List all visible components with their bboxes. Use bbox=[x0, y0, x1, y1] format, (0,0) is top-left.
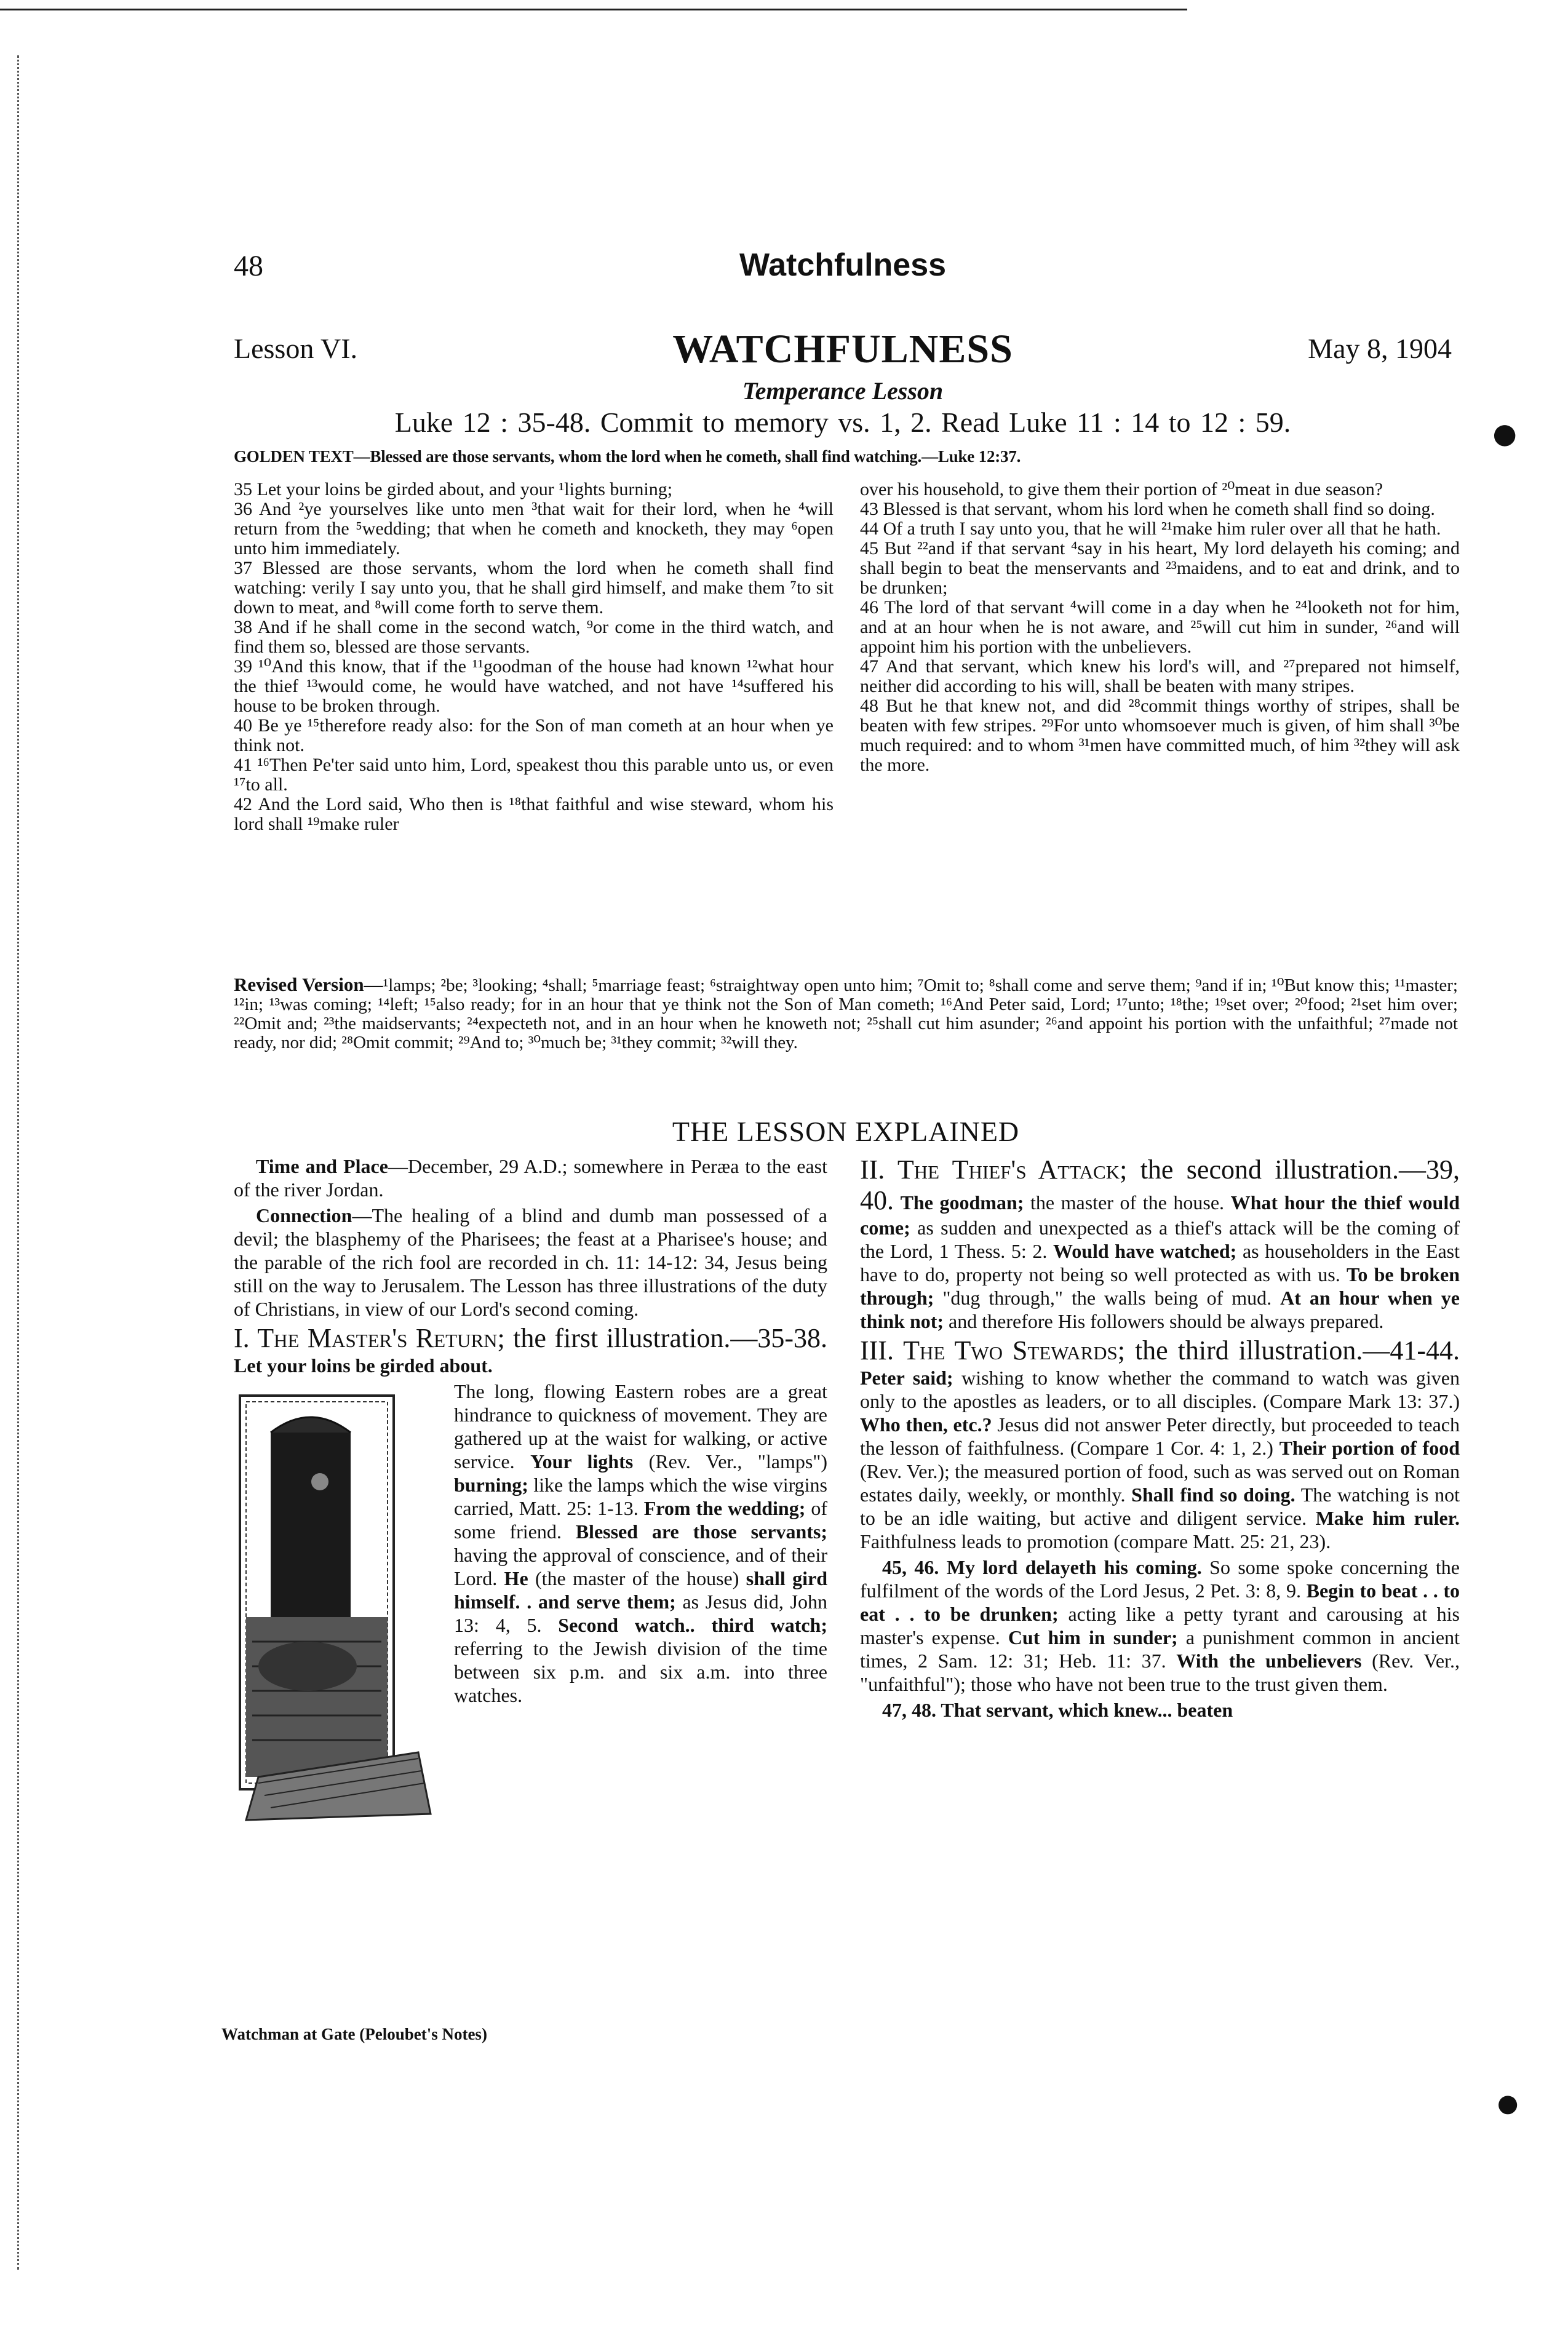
time-label: Time and Place bbox=[256, 1155, 388, 1177]
verse: 43 Blessed is that servant, whom his lord when he cometh shall find so doing. bbox=[860, 499, 1435, 519]
verse: 46 The lord of that servant ⁴will come in a day when he ²⁴looketh not for him, and at an hour when he is not aware, and ²⁵will cut him in sunder, ²⁶and will appoint him his portion with the unbelievers. bbox=[860, 597, 1460, 657]
blessed-text: having the approval of conscience, and of their Lord. bbox=[454, 1544, 827, 1589]
cut-text: a punishment common in ancient times, 2 Sam. 12: 31; Heb. 11: 37. bbox=[860, 1626, 1460, 1672]
portion-lead: Their portion of food bbox=[1279, 1437, 1460, 1459]
verses-left-column bbox=[234, 480, 834, 834]
lesson-date: May 8, 1904 bbox=[1308, 333, 1452, 364]
section-one-body bbox=[234, 1380, 827, 1707]
figure-caption: Watchman at Gate (Peloubet's Notes) bbox=[221, 2025, 487, 2043]
verse: 45 But ²²and if that servant ⁴say in his heart, My lord delayeth his coming; and shall begin to beat the menservants and ²³maidens, and to eat and drink, and to be drunken; bbox=[860, 538, 1460, 598]
p45-number: 45, 46. bbox=[882, 1556, 939, 1578]
page-number: 48 bbox=[234, 250, 263, 282]
gird-text: as Jesus did, John 13: 4, 5. bbox=[454, 1591, 828, 1636]
beat-lead: Begin to beat . . to eat . . to be drunken; bbox=[860, 1580, 1460, 1625]
watch-text: referring to the Jewish division of the time between six p.m. and six a.m. into three watches. bbox=[454, 1637, 827, 1706]
shall-lead: Shall find so doing. bbox=[1131, 1484, 1295, 1506]
verse: 44 Of a truth I say unto you, that he will ²¹make him ruler over all that he hath. bbox=[860, 519, 1441, 539]
verse: 36 And ²ye yourselves like unto men ³that wait for their lord, when he ⁴will return from the ⁵wedding; that when he cometh and knocketh, they may ⁶open unto him immediately. bbox=[234, 499, 834, 558]
ruler-lead: Make him ruler. bbox=[1315, 1507, 1460, 1529]
explanation-left-column bbox=[234, 1155, 827, 1861]
connection bbox=[234, 1204, 827, 1321]
he-text: (the master of the house) bbox=[528, 1567, 746, 1589]
section-one bbox=[234, 1323, 827, 1377]
lesson-number: Lesson VI. bbox=[234, 333, 358, 364]
peter-lead: Peter said; bbox=[860, 1367, 953, 1389]
think-text: and therefore His followers should be always prepared. bbox=[944, 1310, 1384, 1332]
verse: over his household, to give them their portion of ²⁰meat in due season? bbox=[860, 479, 1383, 499]
verses-47-48 bbox=[860, 1698, 1460, 1722]
watchman-illustration bbox=[234, 1383, 443, 1857]
running-title: Watchfulness bbox=[739, 247, 947, 283]
verse: 41 ¹⁶Then Pe'ter said unto him, Lord, speakest thou this parable unto us, or even ¹⁷to all. bbox=[234, 755, 834, 795]
he-lead: He bbox=[504, 1567, 528, 1589]
verse: 35 Let your loins be girded about, and your ¹lights burning; bbox=[234, 479, 673, 499]
ruler-text: Faithfulness leads to promotion (compare Matt. 25: 21, 23). bbox=[860, 1530, 1331, 1552]
watched-text: as householders in the East have to do, property not being so well protected as with us. bbox=[860, 1240, 1460, 1286]
top-rule bbox=[0, 9, 1187, 10]
connection-text: —The healing of a blind and dumb man possessed of a devil; the blasphemy of the Pharisees; the feast at a Pharisee's house; and the parable of the rich fool are recorded in ch. 11: 14-12: 34, Jesus being still on the way to Jerusalem. The Lesson has three illustrations of the duty of Christians, in view of our Lord's second coming. bbox=[234, 1204, 827, 1320]
shall-text: The watching is not to be an idle waiting, but active and diligent service. bbox=[860, 1484, 1460, 1529]
unbelievers-text: (Rev. Ver., "unfaithful"); those who have not been true to the trust given them. bbox=[860, 1650, 1460, 1695]
wedding-lead: From the wedding; bbox=[643, 1497, 806, 1519]
wedding-text: of some friend. bbox=[454, 1497, 828, 1543]
think-lead: At an hour when ye think not; bbox=[860, 1287, 1460, 1332]
watched-lead: Would have watched; bbox=[1053, 1240, 1237, 1262]
lights-text: (Rev. Ver., "lamps") bbox=[633, 1450, 828, 1473]
verse: 47 And that servant, which knew his lord's will, and ²⁷prepared not himself, neither did according to his will, shall be beaten with many stripes. bbox=[860, 656, 1460, 696]
burning-lead: burning; bbox=[454, 1474, 528, 1496]
watch-lead: Second watch.. third watch; bbox=[558, 1614, 827, 1636]
connection-label: Connection bbox=[256, 1204, 352, 1226]
peter-text: wishing to know whether the command to watch was given only to the apostles as leaders, or to all disciples. (Compare Mark 13: 37.) bbox=[860, 1367, 1460, 1412]
section-two-head: II. The Thief's Attack bbox=[860, 1155, 1120, 1185]
verse: 38 And if he shall come in the second watch, ⁹or come in the third watch, and find them so, blessed are those servants. bbox=[234, 617, 834, 657]
cut-lead: Cut him in sunder; bbox=[1008, 1626, 1178, 1648]
goodman-text: the master of the house. bbox=[1024, 1191, 1231, 1214]
hour-lead: What hour the thief would come; bbox=[860, 1191, 1460, 1239]
section-two-tail: ; the second illustration.—39, 40. bbox=[860, 1155, 1460, 1215]
portion-text: (Rev. Ver.); the measured portion of food, such as was served out on Roman estates daily, weekly, or monthly. bbox=[860, 1460, 1460, 1506]
lesson-header bbox=[234, 326, 1452, 381]
explanation-right-column bbox=[860, 1155, 1460, 1724]
goodman-lead: The goodman; bbox=[900, 1191, 1024, 1214]
verses-right-column bbox=[860, 480, 1460, 775]
who-text: Jesus did not answer Peter directly, but proceeded to teach the lesson of faithfulness. (Compare 1 Cor. 4: 1, 2.) bbox=[860, 1413, 1460, 1459]
revised-version-text: ¹lamps; ²be; ³looking; ⁴shall; ⁵marriage feast; ⁶straightway open unto him; ⁷Omit to; ⁸shall come and serve them; ⁹and if in; ¹⁰But know this; ¹¹master; ¹²in; ¹³was coming; ¹⁴left; ¹⁵also ready; for in an hour that ye think not the Son of Man cometh; ¹⁶And Peter said, Lord; ¹⁷unto; ¹⁸the; ¹⁹set over; ²⁰food; ²¹set him over; ²²Omit and; ²³the maidservants; ²⁴expecteth not, and in an hour when he knoweth not; ²⁵shall cut him asunder; ²⁶and appoint his portion with the unfaithful; ²⁷made not ready, nor did; ²⁸Omit commit; ²⁹And to; ³⁰much be; ³¹they commit; ³²will they. bbox=[234, 976, 1458, 1052]
running-header bbox=[234, 249, 1452, 292]
section-one-lead: Let your loins be girded about. bbox=[234, 1354, 493, 1377]
verse: 39 ¹⁰And this know, that if the ¹¹goodman of the house had known ¹²what hour the thief ¹³would come, he would have watched, and not have ¹⁴suffered his house to be broken through. bbox=[234, 656, 834, 716]
p47-lead: 47, 48. That servant, which knew... beaten bbox=[882, 1699, 1233, 1721]
revised-version bbox=[234, 975, 1458, 1052]
section-two bbox=[860, 1155, 1460, 1333]
hour-text: as sudden and unexpected as a thief's attack will be the coming of the Lord, 1 Thess. 5: 2. bbox=[860, 1217, 1460, 1262]
verse: 40 Be ye ¹⁵therefore ready also: for the Son of man cometh at an hour when ye think not. bbox=[234, 715, 834, 755]
section-three-tail: ; the third illustration.—41-44. bbox=[1117, 1335, 1460, 1365]
who-lead: Who then, etc.? bbox=[860, 1413, 992, 1436]
gird-lead: shall gird himself. . and serve them; bbox=[454, 1567, 828, 1613]
time-text: —December, 29 A.D.; somewhere in Peræa to the east of the river Jordan. bbox=[234, 1155, 828, 1201]
margin-mark: ● bbox=[1490, 407, 1520, 461]
broken-text: "dug through," the walls being of mud. bbox=[934, 1287, 1281, 1309]
beat-text: acting like a petty tyrant and carousing at his master's expense. bbox=[860, 1603, 1460, 1648]
lights-lead: Your lights bbox=[530, 1450, 634, 1473]
binding-edge bbox=[17, 55, 19, 2270]
burning-text: like the lamps which the wise virgins carried, Matt. 25: 1-13. bbox=[454, 1474, 827, 1519]
verse: 48 But he that knew not, and did ²⁸commit things worthy of stripes, shall be beaten with few stripes. ²⁹For unto whomsoever much is given, of him shall ³⁰be much required: and to whom ³¹men have committed much, of him ³²they will ask the more. bbox=[860, 696, 1460, 775]
verse: 37 Blessed are those servants, whom the lord when he cometh shall find watching: verily I say unto you, that he shall gird himself, and make them ⁷to sit down to meat, and ⁸will come forth to serve them. bbox=[234, 558, 834, 618]
section-heading: THE LESSON EXPLAINED bbox=[672, 1116, 1020, 1147]
lesson-references: Luke 12 : 35-48. Commit to memory vs. 1, 2. Read Luke 11 : 14 to 12 : 59. bbox=[394, 407, 1291, 438]
revised-version-label: Revised Version— bbox=[234, 974, 383, 995]
p45-text: So some spoke concerning the fulfilment of the words of the Lord Jesus, 2 Pet. 3: 8, 9. bbox=[860, 1556, 1460, 1602]
section-one-text: The long, flowing Eastern robes are a great hindrance to quickness of movement. They are gathered up at the waist for walking, or active service. bbox=[454, 1380, 827, 1473]
watchman-at-gate-image bbox=[234, 1383, 443, 1826]
verse: 42 And the Lord said, Who then is ¹⁸that faithful and wise steward, whom his lord shall ¹⁹make ruler bbox=[234, 794, 834, 834]
section-one-head: I. The Master's Return bbox=[234, 1323, 498, 1353]
verses-45-46 bbox=[860, 1556, 1460, 1696]
margin-mark: ● bbox=[1495, 2080, 1521, 2127]
section-three bbox=[860, 1335, 1460, 1553]
section-one-tail: ; the first illustration.—35-38. bbox=[497, 1323, 827, 1353]
section-three-head: III. The Two Stewards bbox=[860, 1335, 1118, 1365]
p45-lead: My lord delayeth his coming. bbox=[946, 1556, 1202, 1578]
broken-lead: To be broken through; bbox=[860, 1263, 1460, 1309]
lesson-subtitle: Temperance Lesson bbox=[742, 377, 944, 405]
golden-text: GOLDEN TEXT—Blessed are those servants, whom the lord when he cometh, shall find watching.—Luke 12:37. bbox=[234, 447, 1021, 466]
unbelievers-lead: With the unbelievers bbox=[1176, 1650, 1362, 1672]
blessed-lead: Blessed are those servants; bbox=[575, 1520, 828, 1543]
time-and-place bbox=[234, 1155, 827, 1201]
lesson-title: WATCHFULNESS bbox=[672, 327, 1013, 372]
